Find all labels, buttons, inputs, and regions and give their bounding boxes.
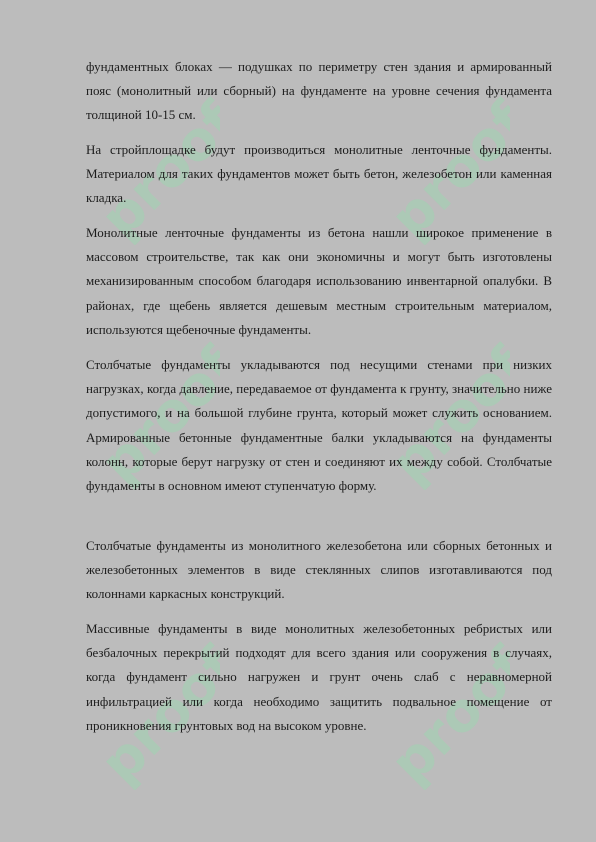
paragraph-massive-foundations: Массивные фундаменты в виде монолитных железобетонных ребристых или безбалочных перекрытий подходят для всего здания или сооружения в случаях, когда фундамент сильно нагружен и грунт очень слаб с неравномерной инфильтрацией или когда необходимо защитить подвальное помещение от проникновения грунтовых вод на высоком уровне. (86, 621, 552, 733)
watermark-text: proof (378, 340, 510, 490)
watermark-text: proof (88, 340, 220, 490)
paragraph-strip-foundation-belt: фундаментных блоках — подушках по периметру стен здания и армированный пояс (монолитный или сборный) на фундаменте на уровне сечения фундамента толщиной 10-15 см. (86, 59, 552, 123)
paragraph-monolithic-strip: На стройплощадке будут производиться монолитные ленточные фундаменты. Материалом для таких фундаментов может быть бетон, железобетон или каменная кладка. (86, 142, 552, 206)
watermark-text: proof (378, 640, 510, 790)
watermark-text: proof (378, 95, 510, 245)
watermark-text: proof (88, 640, 220, 790)
paragraph-column-foundations: Столбчатые фундаменты укладываются под несущими стенами при низких нагрузках, когда давление, передаваемое от фундамента к грунту, значительно ниже допустимого, и на большой глубине грунта, который может служить основанием. Армированные бетонные фундаментные балки укладываются на фундаменты колонн, которые берут нагрузку от стен и соединяют их между собой. Столбчатые фундаменты в основном имеют ступенчатую форму. (86, 357, 552, 494)
paragraph-concrete-strip: Монолитные ленточные фундаменты из бетона нашли широкое применение в массовом строительстве, так как они экономичны и могут быть изготовлены механизированным способом благодаря использованию инвентарной опалубки. В районах, где щебень является дешевым местным строительным материалом, используются щебеночные фундаменты. (86, 225, 552, 337)
watermark-text: proof (88, 95, 220, 245)
paragraph-precast-columns: Столбчатые фундаменты из монолитного железобетона или сборных бетонных и железобетонных элементов в виде стеклянных слипов изготавливаются под колоннами каркасных конструкций. (86, 538, 552, 602)
